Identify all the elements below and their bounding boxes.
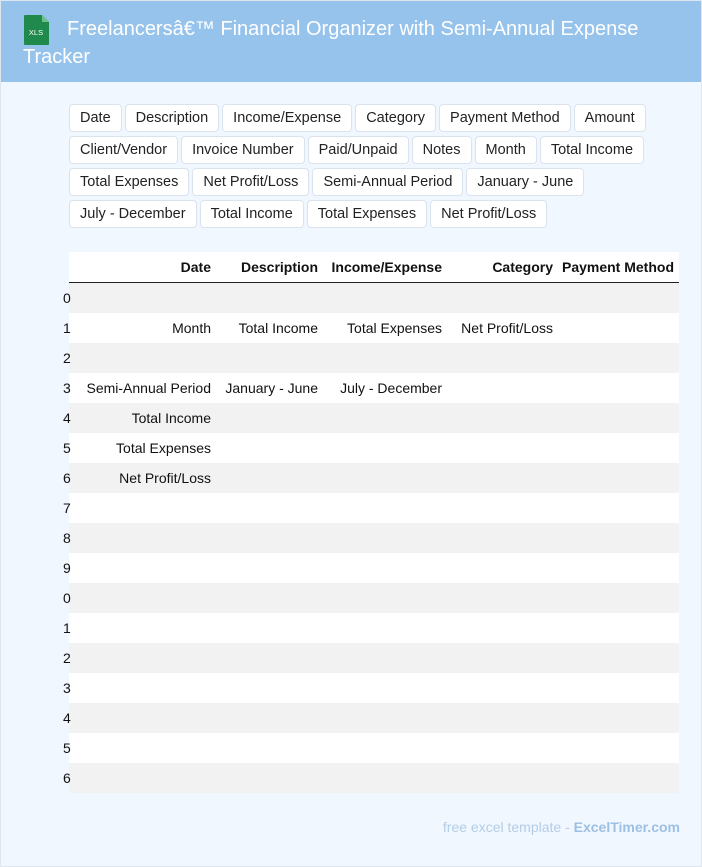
table-cell: [558, 673, 679, 703]
table-cell: January - June: [216, 373, 323, 403]
table-cell: [447, 703, 558, 733]
table-cell: [79, 643, 216, 673]
table-row: [69, 763, 679, 793]
row-index: 5: [69, 433, 79, 463]
spreadsheet-table: [63, 252, 679, 793]
field-chip: Net Profit/Loss: [192, 168, 309, 196]
table-cell: [558, 343, 679, 373]
table-cell: [558, 493, 679, 523]
xls-icon-label: XLS: [28, 28, 44, 37]
table-cell: [558, 463, 679, 493]
table-cell: [447, 673, 558, 703]
table-cell: [323, 733, 447, 763]
field-chip: Notes: [412, 136, 472, 164]
row-index: 5: [69, 733, 79, 763]
row-index: 1: [69, 313, 79, 343]
field-chip: Total Expenses: [69, 168, 189, 196]
table-cell: [323, 523, 447, 553]
column-header: Category: [447, 252, 558, 283]
column-header: Date: [79, 252, 216, 283]
table-cell: [323, 343, 447, 373]
table-header-row: [69, 252, 679, 283]
table-cell: [447, 433, 558, 463]
table-cell: [216, 613, 323, 643]
table-cell: [79, 343, 216, 373]
table-cell: [216, 463, 323, 493]
field-chip: Payment Method: [439, 104, 571, 132]
row-index: 6: [69, 763, 79, 793]
table-cell: [323, 763, 447, 793]
field-chip: Invoice Number: [181, 136, 305, 164]
table-cell: [558, 313, 679, 343]
table-cell: [447, 283, 558, 314]
table-row: [69, 613, 679, 643]
table-row: [69, 433, 679, 463]
field-chip: Date: [69, 104, 122, 132]
field-chip: Description: [125, 104, 220, 132]
field-chip: Amount: [574, 104, 646, 132]
table-cell: [79, 553, 216, 583]
header-banner: [1, 1, 701, 82]
row-index: 9: [69, 553, 79, 583]
table-cell: [323, 463, 447, 493]
row-index: 4: [69, 703, 79, 733]
table-cell: [558, 283, 679, 314]
row-index: 0: [69, 283, 79, 314]
table-cell: [558, 643, 679, 673]
table-cell: [216, 493, 323, 523]
field-chip: Total Income: [540, 136, 644, 164]
row-index: 3: [69, 373, 79, 403]
table-row: [69, 403, 679, 433]
table-cell: [323, 283, 447, 314]
field-chip: July - December: [69, 200, 197, 228]
table-cell: [323, 613, 447, 643]
table-row: [69, 313, 679, 343]
row-index: 8: [69, 523, 79, 553]
table-cell: Total Income: [79, 403, 216, 433]
table-cell: [447, 553, 558, 583]
table-cell: [79, 523, 216, 553]
table-cell: [447, 763, 558, 793]
table-cell: [216, 673, 323, 703]
field-chip: Total Income: [200, 200, 304, 228]
table-row: [69, 493, 679, 523]
table-cell: July - December: [323, 373, 447, 403]
table-cell: [323, 703, 447, 733]
table-cell: Month: [79, 313, 216, 343]
footer-prefix: free excel template -: [442, 819, 574, 835]
column-header: Payment Method: [558, 252, 679, 283]
table-cell: [79, 763, 216, 793]
table-cell: Net Profit/Loss: [79, 463, 216, 493]
table-row: [69, 343, 679, 373]
table-cell: [323, 583, 447, 613]
table-cell: [79, 283, 216, 314]
row-index: 7: [69, 493, 79, 523]
footer-credit: [443, 819, 680, 835]
table-cell: [447, 613, 558, 643]
column-header: [69, 252, 79, 283]
table-cell: [79, 703, 216, 733]
row-index: 6: [69, 463, 79, 493]
table-cell: Total Income: [216, 313, 323, 343]
table-cell: [216, 733, 323, 763]
table-cell: [558, 553, 679, 583]
table-cell: [447, 643, 558, 673]
table-cell: [558, 403, 679, 433]
table-cell: Total Expenses: [323, 313, 447, 343]
field-chip-list: [69, 104, 669, 228]
table-cell: [558, 373, 679, 403]
table-cell: [216, 763, 323, 793]
table-cell: [558, 613, 679, 643]
field-chip: Month: [475, 136, 537, 164]
table-cell: [79, 733, 216, 763]
table-cell: [216, 553, 323, 583]
column-header: Description: [216, 252, 323, 283]
table-cell: [216, 643, 323, 673]
row-index: 4: [69, 403, 79, 433]
table-cell: [447, 523, 558, 553]
table-row: [69, 283, 679, 314]
table-cell: [323, 433, 447, 463]
table-row: [69, 643, 679, 673]
table-cell: [216, 523, 323, 553]
table-cell: [216, 283, 323, 314]
table-cell: [79, 673, 216, 703]
table-row: [69, 733, 679, 763]
table-cell: [558, 583, 679, 613]
row-index: 1: [69, 613, 79, 643]
table-cell: [447, 343, 558, 373]
row-index: 2: [69, 343, 79, 373]
table-cell: [558, 433, 679, 463]
table-row: [69, 553, 679, 583]
table-cell: [447, 463, 558, 493]
field-chip: Client/Vendor: [69, 136, 178, 164]
table-cell: [558, 763, 679, 793]
table-cell: Net Profit/Loss: [447, 313, 558, 343]
table-cell: [447, 373, 558, 403]
column-header: Income/Expense: [323, 252, 447, 283]
table-cell: [447, 493, 558, 523]
field-chip: Total Expenses: [307, 200, 427, 228]
table-cell: [79, 493, 216, 523]
table-cell: [447, 583, 558, 613]
table-body: [63, 283, 679, 794]
table-row: [69, 373, 679, 403]
table-cell: [323, 553, 447, 583]
footer-brand-link[interactable]: ExcelTimer.com: [573, 819, 680, 835]
table-cell: [323, 673, 447, 703]
table-row: [69, 673, 679, 703]
field-chip: Category: [355, 104, 436, 132]
table-cell: [323, 403, 447, 433]
row-index: 2: [69, 643, 79, 673]
table-cell: [558, 733, 679, 763]
field-chip: Income/Expense: [222, 104, 352, 132]
page-title: Freelancersâ€™ Financial Organizer with Semi-Annual Expense Tracker: [23, 18, 639, 68]
table-cell: [79, 583, 216, 613]
table-cell: [216, 703, 323, 733]
table-cell: [216, 433, 323, 463]
table-cell: [447, 403, 558, 433]
table-cell: Semi-Annual Period: [79, 373, 216, 403]
table-row: [69, 583, 679, 613]
table-row: [69, 703, 679, 733]
table-row: [69, 463, 679, 493]
table-cell: [558, 523, 679, 553]
row-index: 3: [69, 673, 79, 703]
field-chip: Net Profit/Loss: [430, 200, 547, 228]
table-cell: Total Expenses: [79, 433, 216, 463]
field-chip: Semi-Annual Period: [312, 168, 463, 196]
field-chip: Paid/Unpaid: [308, 136, 409, 164]
table-cell: [79, 613, 216, 643]
table-cell: [323, 493, 447, 523]
table-cell: [216, 583, 323, 613]
table-cell: [558, 703, 679, 733]
field-chip: January - June: [466, 168, 584, 196]
table-row: [69, 523, 679, 553]
table-cell: [216, 403, 323, 433]
table-cell: [216, 343, 323, 373]
row-index: 0: [69, 583, 79, 613]
table-cell: [447, 733, 558, 763]
table-cell: [323, 643, 447, 673]
